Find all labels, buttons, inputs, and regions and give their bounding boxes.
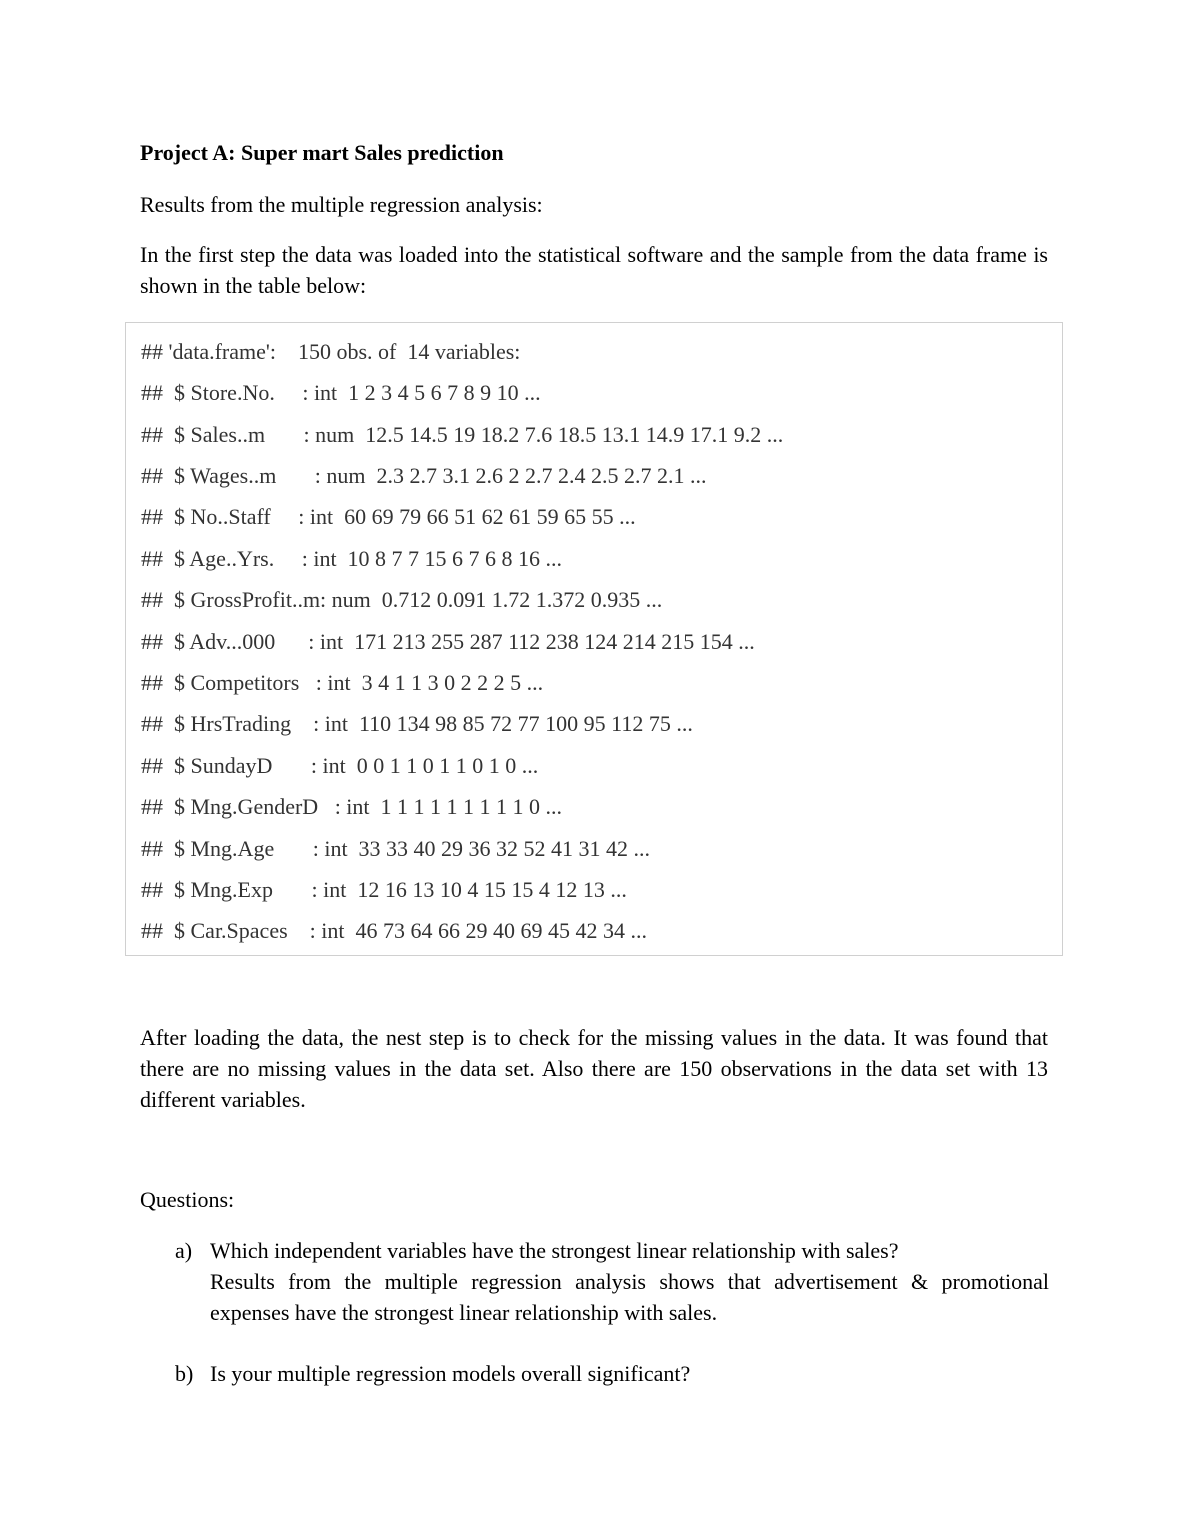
question-body [210, 1358, 1049, 1389]
question-item-a [175, 1235, 1050, 1335]
code-line: ## $ SundayD : int 0 0 1 1 0 1 1 0 1 0 ... [141, 753, 539, 778]
code-line: ## $ Mng.GenderD : int 1 1 1 1 1 1 1 1 1 0 ... [141, 794, 563, 819]
code-line: ## $ Adv...000 : int 171 213 255 287 112 238 124 214 215 154 ... [141, 629, 755, 654]
list-marker: a) [175, 1238, 193, 1263]
question-text: Which independent variables have the strongest linear relationship with sales? [210, 1238, 899, 1263]
data-frame-structure-output [125, 322, 1063, 956]
answer-text: Results from the multiple regression analysis shows that advertisement & promotional expenses have the strongest linear relationship with sales. [210, 1269, 1049, 1325]
code-line: ## $ Age..Yrs. : int 10 8 7 7 15 6 7 6 8 16 ... [141, 546, 563, 571]
code-line: ## $ Sales..m : num 12.5 14.5 19 18.2 7.6 18.5 13.1 14.9 17.1 9.2 ... [141, 422, 784, 447]
code-line: ## $ GrossProfit..m: num 0.712 0.091 1.72 1.372 0.935 ... [141, 587, 663, 612]
data-loading-paragraph: In the first step the data was loaded into the statistical software and the sample from the data frame is shown in the table below: [140, 242, 1048, 298]
question-body [210, 1235, 1049, 1328]
code-line: ## $ No..Staff : int 60 69 79 66 51 62 61 59 65 55 ... [141, 504, 636, 529]
questions-heading: Questions: [140, 1187, 235, 1212]
code-line: ## $ HrsTrading : int 110 134 98 85 72 77 100 95 112 75 ... [141, 711, 693, 736]
code-line: ## 'data.frame': 150 obs. of 14 variables: [141, 339, 521, 364]
code-line: ## $ Competitors : int 3 4 1 1 3 0 2 2 2 5 ... [141, 670, 544, 695]
results-intro-paragraph: Results from the multiple regression analysis: [140, 192, 543, 217]
code-line: ## $ Mng.Age : int 33 33 40 29 36 32 52 41 31 42 ... [141, 836, 651, 861]
list-marker: b) [175, 1361, 194, 1386]
question-item-b [175, 1358, 1050, 1398]
code-line: ## $ Store.No. : int 1 2 3 4 5 6 7 8 9 10 ... [141, 380, 541, 405]
code-line: ## $ Mng.Exp : int 12 16 13 10 4 15 15 4 12 13 ... [141, 877, 627, 902]
question-text: Is your multiple regression models overall significant? [210, 1361, 691, 1386]
code-line: ## $ Car.Spaces : int 46 73 64 66 29 40 69 45 42 34 ... [141, 918, 647, 943]
missing-values-paragraph: After loading the data, the nest step is to check for the missing values in the data. It was found that there are no missing values in the data set. Also there are 150 observations in the data set with 13 different variables. [140, 1025, 1048, 1112]
code-line: ## $ Wages..m : num 2.3 2.7 3.1 2.6 2 2.7 2.4 2.5 2.7 2.1 ... [141, 463, 707, 488]
document-title: Project A: Super mart Sales prediction [140, 140, 504, 165]
